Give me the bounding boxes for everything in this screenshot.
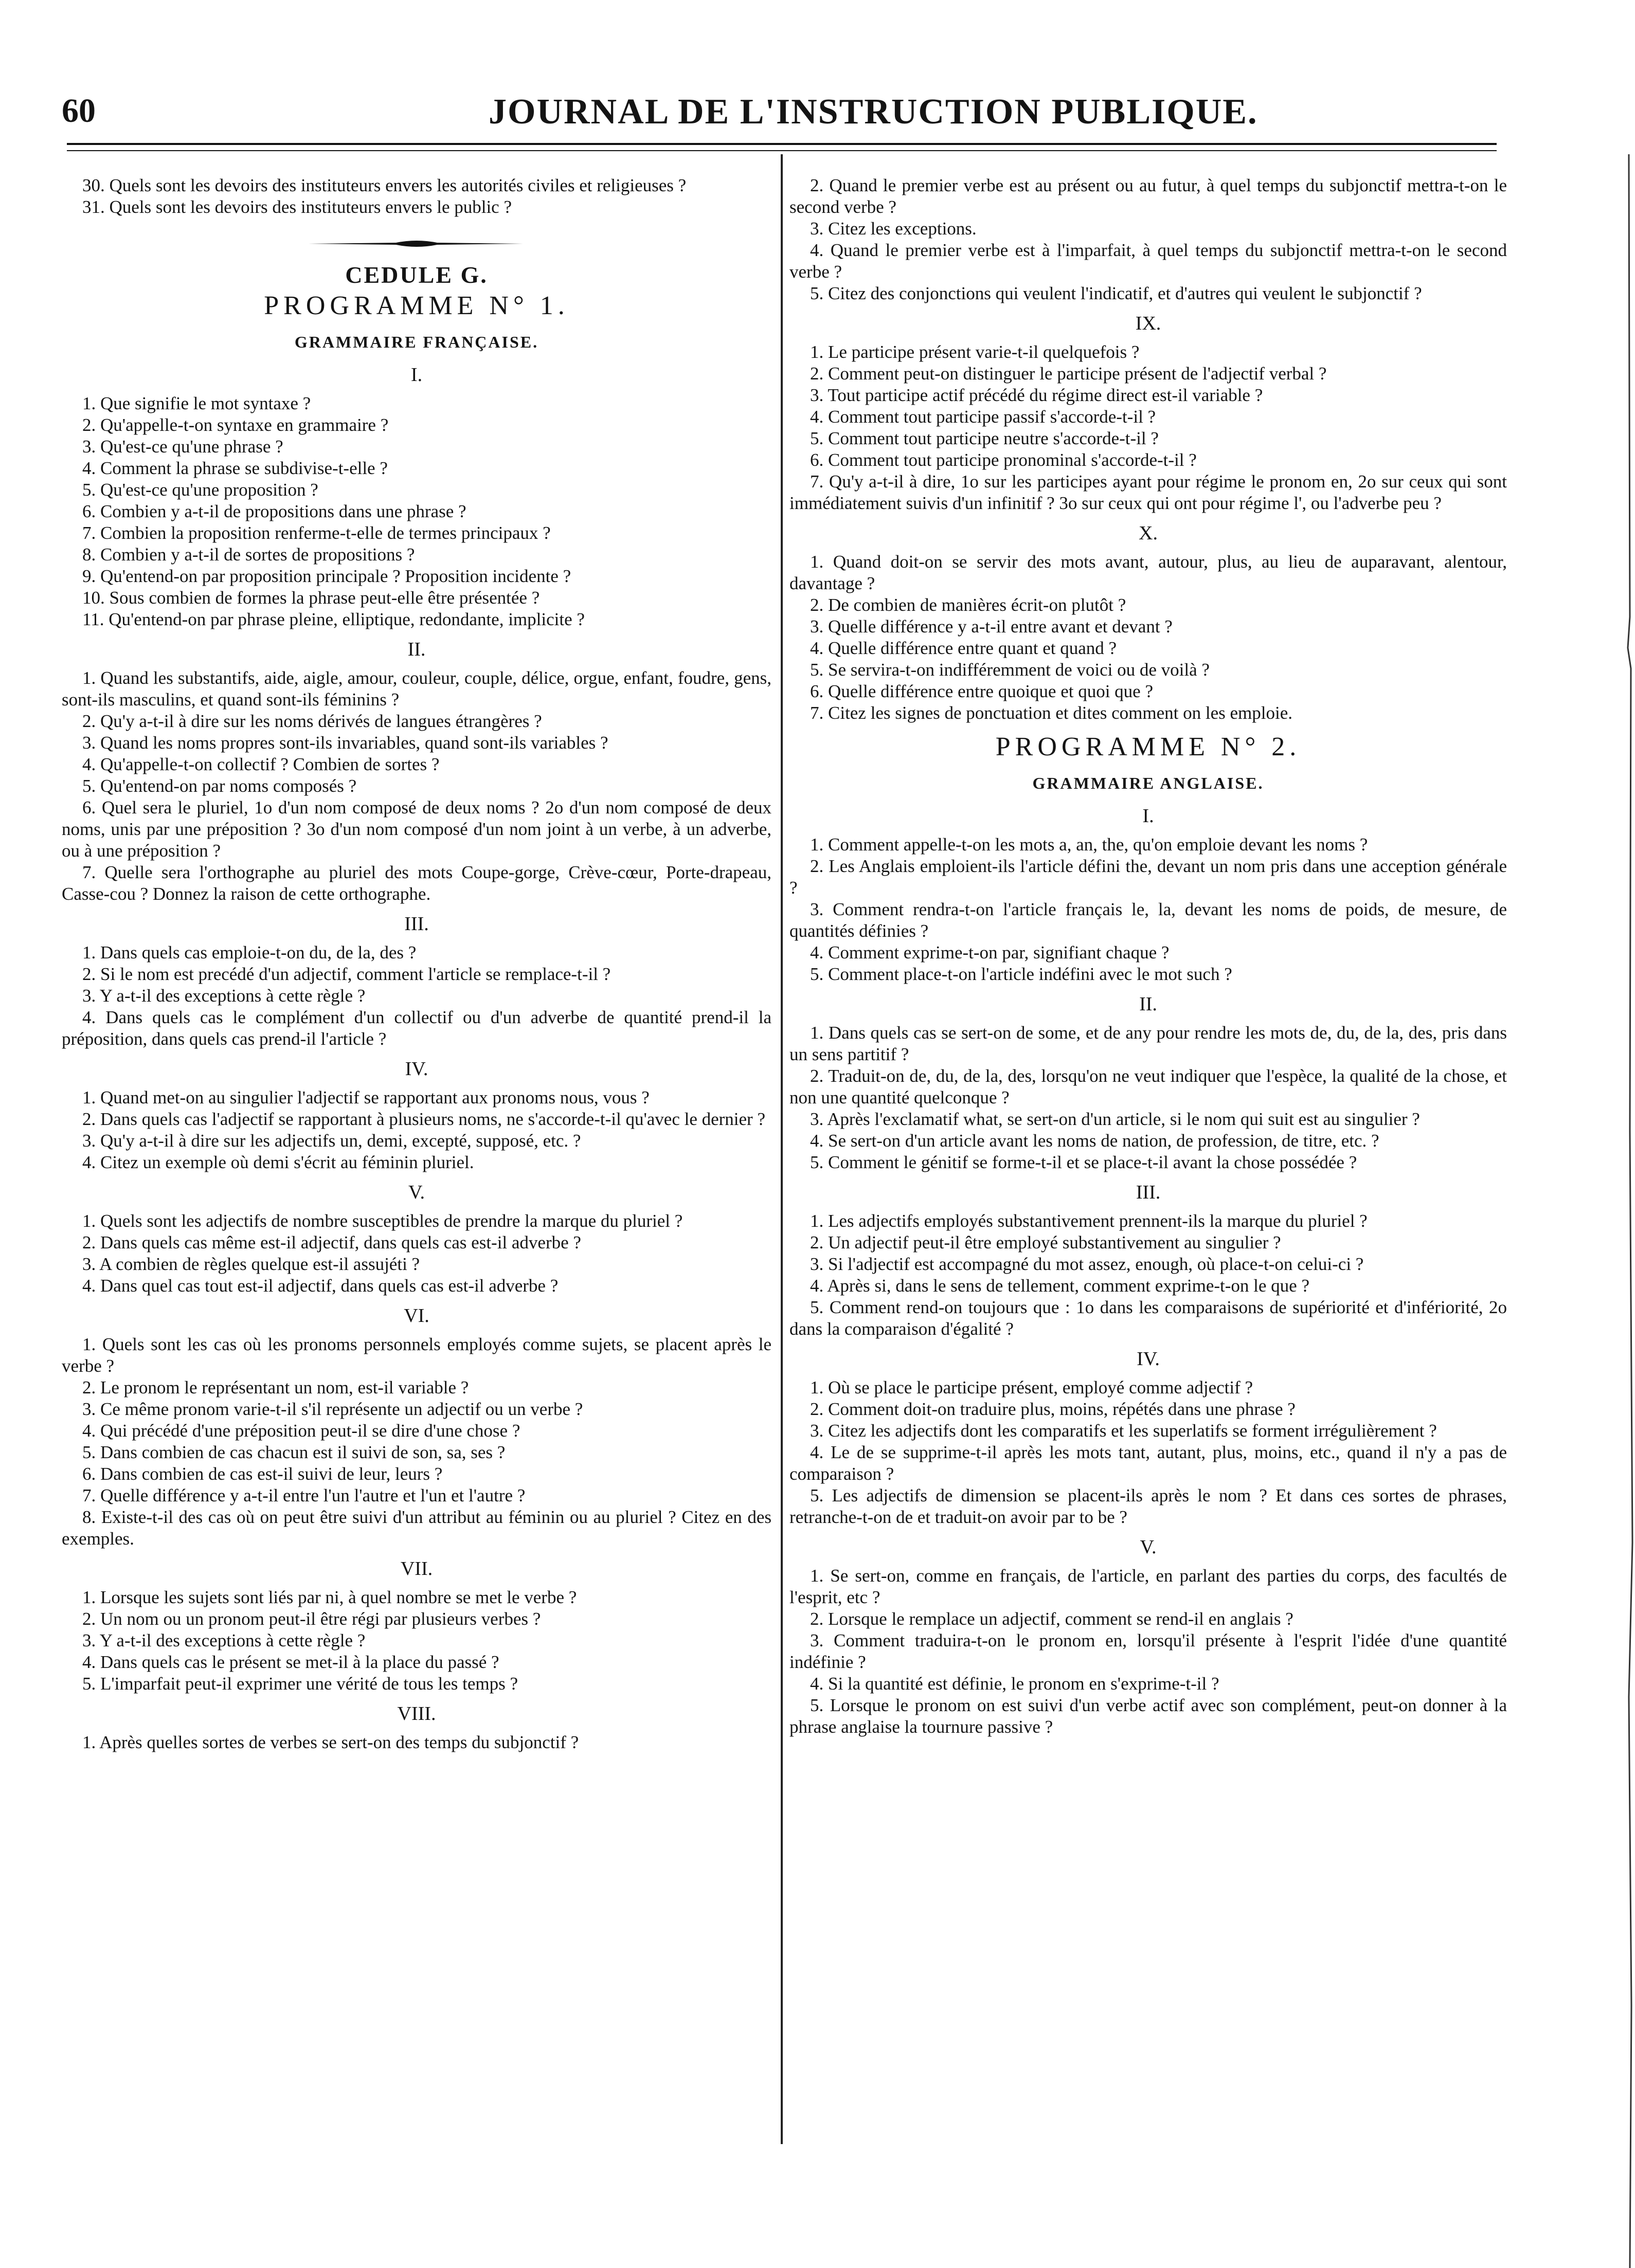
question: 5. Dans combien de cas chacun est il suivi de son, sa, ses ?: [82, 1442, 506, 1462]
question: 5. Comment le génitif se forme-t-il et se place-t-il avant la chose possédée ?: [810, 1152, 1357, 1172]
question: 2. Dans quels cas même est-il adjectif, dans quels cas est-il adverbe ?: [82, 1232, 581, 1253]
question: 5. Les adjectifs de dimension se placent-ils après le nom ? Et dans ces sortes de phrases, retranche-t-on de et traduit-on avoir par to be ?: [789, 1485, 1507, 1527]
page-number: 60: [62, 92, 96, 130]
question: 4. Qui précédé d'une préposition peut-il se dire d'une chose ?: [82, 1421, 520, 1441]
question: 1. Se sert-on, comme en français, de l'article, en parlant des parties du corps, des facultés de l'esprit, etc ?: [789, 1566, 1507, 1607]
question: 6. Quelle différence entre quoique et quoi que ?: [810, 681, 1153, 701]
section-numeral: VI.: [404, 1305, 429, 1327]
journal-title: JOURNAL DE L'INSTRUCTION PUBLIQUE.: [489, 92, 1258, 132]
section-ornament: [309, 239, 525, 249]
question: 3. Citez les adjectifs dont les comparatifs et les superlatifs se forment irrégulièrement ?: [810, 1421, 1437, 1441]
section-numeral: II.: [1139, 993, 1157, 1015]
question: 3. Quelle différence y a-t-il entre avant et devant ?: [810, 616, 1173, 637]
question: 4. Comment exprime-t-on par, signifiant chaque ?: [810, 942, 1170, 963]
question: 2. Lorsque le remplace un adjectif, comment se rend-il en anglais ?: [810, 1609, 1293, 1629]
cedule-heading: CEDULE G.: [345, 262, 488, 288]
question: 6. Comment tout participe pronominal s'accorde-t-il ?: [810, 450, 1197, 470]
question: 5. Comment rend-on toujours que : 1o dans les comparaisons de supériorité et d'infériorité, 2o dans la comparaison d'égalité ?: [789, 1297, 1507, 1339]
question: 2. Quand le premier verbe est au présent ou au futur, à quel temps du subjonctif mettra-t-on le second verbe ?: [789, 175, 1507, 217]
question: 3. Citez les exceptions.: [810, 219, 977, 239]
question: 30. Quels sont les devoirs des instituteurs envers les autorités civiles et religieuses ?: [82, 175, 687, 195]
section-numeral: IX.: [1135, 313, 1161, 334]
question: 3. Quand les noms propres sont-ils invariables, quand sont-ils variables ?: [82, 733, 608, 753]
question: 1. Quand les substantifs, aide, aigle, amour, couleur, couple, délice, orgue, enfant, foudre, gens, sont-ils masculins, et quand sont-ils féminins ?: [62, 668, 771, 710]
scan-edge-mark: [1604, 0, 1635, 2268]
right-column: [789, 175, 1507, 1738]
question: 4. Après si, dans le sens de tellement, comment exprime-t-on le que ?: [810, 1276, 1309, 1296]
question: 3. Tout participe actif précédé du régime direct est-il variable ?: [810, 385, 1263, 405]
question: 1. Après quelles sortes de verbes se sert-on des temps du subjonctif ?: [82, 1732, 579, 1752]
question: 2. Le pronom le représentant un nom, est-il variable ?: [82, 1377, 469, 1398]
question: 1. Dans quels cas emploie-t-on du, de la, des ?: [82, 942, 417, 963]
left-column: [62, 175, 771, 1753]
question: 4. Dans quel cas tout est-il adjectif, dans quels cas est-il adverbe ?: [82, 1276, 559, 1296]
question: 1. Quand met-on au singulier l'adjectif se rapportant aux pronoms nous, vous ?: [82, 1087, 650, 1108]
question: 1. Quand doit-on se servir des mots avant, autour, plus, au lieu de auparavant, alentour, davantage ?: [789, 552, 1507, 593]
question: 2. Traduit-on de, du, de la, des, lorsqu'on ne veut indiquer que l'espèce, la qualité de la chose, et non une quantité quelconque ?: [789, 1066, 1507, 1108]
question: 5. L'imparfait peut-il exprimer une vérité de tous les temps ?: [82, 1674, 518, 1694]
question: 4. Quand le premier verbe est à l'imparfait, à quel temps du subjonctif mettra-t-on le second verbe ?: [789, 240, 1507, 282]
right-sections-b: [789, 805, 1507, 1738]
question: 1. Comment appelle-t-on les mots a, an, the, qu'on emploie devant les noms ?: [810, 834, 1368, 855]
question: 2. Un nom ou un pronom peut-il être régi par plusieurs verbes ?: [82, 1609, 541, 1629]
question: 2. Qu'appelle-t-on syntaxe en grammaire ?: [82, 415, 389, 435]
left-sections: [62, 364, 771, 1753]
subject-french-grammar: GRAMMAIRE FRANÇAISE.: [294, 333, 539, 351]
programme-2-heading: PROGRAMME N° 2.: [995, 732, 1301, 761]
question: 3. Qu'est-ce qu'une phrase ?: [82, 437, 283, 457]
question: 7. Quelle différence y a-t-il entre l'un l'autre et l'un et l'autre ?: [82, 1485, 526, 1505]
question: 7. Combien la proposition renferme-t-elle de termes principaux ?: [82, 523, 551, 543]
question: 3. Si l'adjectif est accompagné du mot assez, enough, où place-t-on celui-ci ?: [810, 1254, 1364, 1274]
question: 3. Ce même pronom varie-t-il s'il représente un adjectif ou un verbe ?: [82, 1399, 583, 1419]
header-rule-top: [67, 143, 1497, 145]
section-numeral: IV.: [405, 1058, 428, 1080]
section-numeral: II.: [407, 639, 426, 660]
question: 4. Comment la phrase se subdivise-t-elle ?: [82, 458, 388, 478]
question: 4. Dans quels cas le complément d'un collectif ou d'un adverbe de quantité prend-il la préposition, dans quels cas prend-il l'article ?: [62, 1007, 771, 1049]
section-numeral: I.: [410, 364, 423, 386]
question: 3. Y a-t-il des exceptions à cette règle ?: [82, 1630, 366, 1650]
question: 1. Le participe présent varie-t-il quelquefois ?: [810, 342, 1140, 362]
question: 5. Lorsque le pronom on est suivi d'un verbe actif avec son complément, peut-on donner à la phrase anglaise la tournure passive ?: [789, 1695, 1507, 1737]
question: 6. Combien y a-t-il de propositions dans une phrase ?: [82, 501, 466, 521]
question: 4. Si la quantité est définie, le pronom en s'exprime-t-il ?: [810, 1674, 1219, 1694]
question: 3. Après l'exclamatif what, se sert-on d'un article, si le nom qui suit est au singulier ?: [810, 1109, 1420, 1129]
programme-1-heading: PROGRAMME N° 1.: [264, 291, 569, 320]
question: 10. Sous combien de formes la phrase peut-elle être présentée ?: [82, 588, 540, 608]
subject-english-grammar: GRAMMAIRE ANGLAISE.: [1032, 774, 1264, 792]
section-numeral: V.: [1140, 1536, 1157, 1558]
question: 6. Dans combien de cas est-il suivi de leur, leurs ?: [82, 1464, 443, 1484]
question: 5. Qu'entend-on par noms composés ?: [82, 776, 357, 796]
question: 31. Quels sont les devoirs des instituteurs envers le public ?: [82, 197, 512, 217]
question: 1. Les adjectifs employés substantivement prennent-ils la marque du pluriel ?: [810, 1211, 1368, 1231]
right-sections-a: [789, 313, 1507, 724]
section-numeral: X.: [1139, 522, 1158, 544]
question: 4. Quelle différence entre quant et quand ?: [810, 638, 1117, 658]
question: 9. Qu'entend-on par proposition principale ? Proposition incidente ?: [82, 566, 571, 586]
question: 1. Où se place le participe présent, employé comme adjectif ?: [810, 1377, 1253, 1398]
question: 2. Comment peut-on distinguer le participe présent de l'adjectif verbal ?: [810, 364, 1327, 384]
question: 7. Quelle sera l'orthographe au pluriel des mots Coupe-gorge, Crève-cœur, Porte-drapeau, Casse-cou ? Donnez la raison de cette orthographe.: [62, 862, 771, 904]
question: 1. Lorsque les sujets sont liés par ni, à quel nombre se met le verbe ?: [82, 1587, 577, 1607]
left-top-questions: [62, 175, 771, 218]
right-continued-questions: [789, 175, 1507, 304]
section-numeral: III.: [1136, 1182, 1161, 1203]
question: 6. Quel sera le pluriel, 1o d'un nom composé de deux noms ? 2o d'un nom composé de deux noms, unis par une préposition ? 3o d'un nom composé d'un nom joint à un verbe, à un adverbe, ou à une préposition ?: [62, 797, 771, 861]
question: 4. Comment tout participe passif s'accorde-t-il ?: [810, 407, 1156, 427]
section-numeral: VII.: [400, 1558, 433, 1580]
question: 2. Qu'y a-t-il à dire sur les noms dérivés de langues étrangères ?: [82, 711, 542, 731]
question: 5. Citez des conjonctions qui veulent l'indicatif, et d'autres qui veulent le subjonctif ?: [810, 283, 1422, 303]
question: 3. Qu'y a-t-il à dire sur les adjectifs un, demi, excepté, supposé, etc. ?: [82, 1131, 581, 1151]
question: 2. Comment doit-on traduire plus, moins, répétés dans une phrase ?: [810, 1399, 1296, 1419]
question: 4. Le de se supprime-t-il après les mots tant, autant, plus, moins, etc., quand il n'y a pas de comparaison ?: [789, 1442, 1507, 1484]
question: 1. Quels sont les adjectifs de nombre susceptibles de prendre la marque du pluriel ?: [82, 1211, 683, 1231]
header-rule-bottom: [67, 150, 1497, 151]
section-numeral: IV.: [1137, 1348, 1160, 1370]
question: 7. Citez les signes de ponctuation et dites comment on les emploie.: [810, 703, 1292, 723]
question: 4. Qu'appelle-t-on collectif ? Combien de sortes ?: [82, 754, 440, 774]
question: 2. Les Anglais emploient-ils l'article défini the, devant un nom pris dans une acception générale ?: [789, 856, 1507, 898]
question: 1. Dans quels cas se sert-on de some, et de any pour rendre les mots de, du, de la, des, pris dans un sens partitif ?: [789, 1023, 1507, 1064]
question: 3. Y a-t-il des exceptions à cette règle ?: [82, 986, 366, 1006]
column-divider: [781, 154, 783, 2144]
question: 3. Comment traduira-t-on le pronom en, lorsqu'il présente à l'esprit l'idée d'une quantité indéfinie ?: [789, 1630, 1507, 1672]
question: 1. Que signifie le mot syntaxe ?: [82, 393, 311, 413]
question: 2. Un adjectif peut-il être employé substantivement au singulier ?: [810, 1232, 1281, 1253]
running-header: [57, 87, 1492, 144]
section-numeral: I.: [1142, 805, 1154, 827]
section-numeral: III.: [404, 913, 429, 935]
question: 1. Quels sont les cas où les pronoms personnels employés comme sujets, se placent après le verbe ?: [62, 1334, 771, 1376]
question: 11. Qu'entend-on par phrase pleine, elliptique, redondante, implicite ?: [82, 609, 585, 629]
question: 8. Combien y a-t-il de sortes de propositions ?: [82, 545, 415, 565]
section-numeral: V.: [408, 1182, 425, 1203]
question: 4. Citez un exemple où demi s'écrit au féminin pluriel.: [82, 1152, 474, 1172]
question: 3. A combien de règles quelque est-il assujéti ?: [82, 1254, 420, 1274]
section-numeral: VIII.: [397, 1703, 436, 1725]
question: 2. Si le nom est precédé d'un adjectif, comment l'article se remplace-t-il ?: [82, 964, 611, 984]
question: 5. Comment tout participe neutre s'accorde-t-il ?: [810, 428, 1159, 448]
question: 3. Comment rendra-t-on l'article français le, la, devant les noms de poids, de mesure, de quantités définies ?: [789, 899, 1507, 941]
question: 7. Qu'y a-t-il à dire, 1o sur les participes ayant pour régime le pronom en, 2o sur ceux qui sont immédiatement suivis d'un infinitif ? 3o sur ceux qui ont pour régime l', ou l'adverbe peu ?: [789, 471, 1507, 513]
question: 5. Qu'est-ce qu'une proposition ?: [82, 480, 318, 500]
question: 8. Existe-t-il des cas où on peut être suivi d'un attribut au féminin ou au pluriel ? Citez en des exemples.: [62, 1507, 771, 1549]
question: 2. De combien de manières écrit-on plutôt ?: [810, 595, 1126, 615]
question: 4. Se sert-on d'un article avant les noms de nation, de profession, de titre, etc. ?: [810, 1131, 1379, 1151]
question: 4. Dans quels cas le présent se met-il à la place du passé ?: [82, 1652, 499, 1672]
question: 2. Dans quels cas l'adjectif se rapportant à plusieurs noms, ne s'accorde-t-il qu'avec le dernier ?: [82, 1109, 766, 1129]
question: 5. Comment place-t-on l'article indéfini avec le mot such ?: [810, 964, 1232, 984]
question: 5. Se servira-t-on indifféremment de voici ou de voilà ?: [810, 660, 1210, 680]
